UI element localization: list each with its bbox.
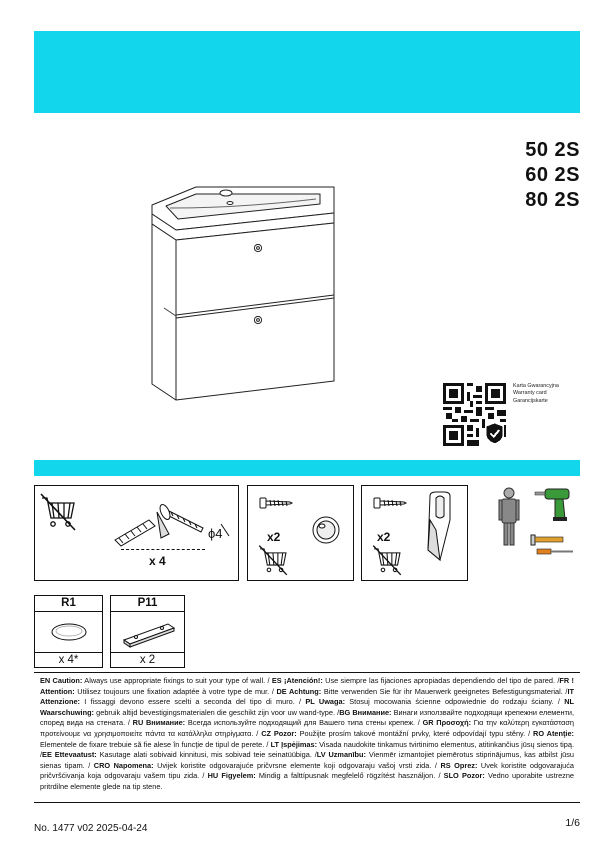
handle-screw-quantity: x2 [377,530,391,544]
screw-icon [258,494,294,512]
caution-message: Stosuj mocowania ścienne odpowiednie do rodzaju ściany. / [345,697,565,707]
caution-message: Uvijek koristite odgovarajuće pričvrsne elemente koji odgovaraju vašoj vrsti zida. / [153,760,441,770]
model-50-2s: 50 2S [525,139,580,161]
document-number: No. 1477 v02 2025-04-24 [34,823,148,834]
warranty-label-en: Warranty card [513,390,547,397]
caution-label: ES ¡Atención!: [271,676,323,685]
caution-message: Použijte prosím takové montážní prvky, které odpovídají typu stěny. / [296,728,534,738]
caution-message: Винаги използвайте подходящи крепежни елементи, според вида на стената. / [40,707,575,728]
caution-message: Elementele de fixare trebuie să fie alese în funcţie de tipul de perete. / [40,739,271,749]
part-p11-code: P11 [111,596,184,612]
hammer-icon [531,535,563,545]
caution-label: IT Attenzione: [40,686,574,707]
strap-handle-icon [422,490,458,564]
caution-label: DE Achtung: [276,686,322,696]
caution-message: Visada naudokite tinkamus tvirtinimo elementus, atitinkančius jūsų sienos tipą. / [40,739,574,760]
screw-icon [372,494,408,512]
page-number: 1/6 [565,817,580,829]
model-60-2s: 60 2S [525,164,580,186]
dashed-divider [121,549,205,550]
caution-message: I fissaggi devono essere scelti a seconda del tipo di muro. / [79,697,306,707]
knob-icon [310,514,342,548]
mounting-bracket-icon [120,620,176,648]
model-80-2s: 80 2S [525,189,580,211]
caution-notice [34,672,580,803]
washer-icon [49,620,89,644]
caution-label: EN Caution: [40,676,83,685]
person-icon [499,488,519,545]
caution-message: Utilisez toujours une fixation adaptée à votre type de mur. / [74,686,277,696]
knob-screw-box [247,485,354,581]
caution-label: LV Uzmanību: [316,750,366,760]
caution-label: BG Внимание: [339,707,392,717]
wall-kit-quantity: x 4 [149,554,166,568]
caution-message: Use siempre las fijaciones apropiadas dependiendo del tipo de pared. / [322,676,560,685]
caution-message: Всегда используйте подходящий для Вашего типа стены крепеж. / [185,718,423,728]
part-p11-cell [110,595,185,668]
caution-message: Uvek koristite odgovarajuća pričvršćivanja koja odgovaraju vašem tipu zida. / [40,760,575,781]
caution-label: SLO Pozor: [443,771,485,781]
caution-message: Για την καλύτερη εγκατάσταση προτείνουμε να χρησιμοποιείτε πάντα τα κατάλληλα στηρίγματα. / [40,718,575,738]
caution-label: CRO Napomena: [93,760,154,770]
caution-label: GR Προσοχή: [422,718,472,728]
caution-message: Mindig a falttípusnak megfelelő rögzítést használjon. / [255,771,444,781]
warranty-qr-code [443,383,506,446]
knob-screw-quantity: x2 [267,530,281,544]
caution-message: gebruik altijd bevestigingsmaterialen die geschikt zijn voor uw wand-type. / [94,707,340,717]
caution-message: Vedno uporabite ustrezne pritrdilne elemente glede na tip stene. [40,771,574,791]
caution-message: Kasutage alati sobivaid kinnitusi, mis sobivad teie seinatüübiga. / [96,750,317,760]
vanity-cabinet-illustration [130,178,360,404]
warranty-label-pl: Karta Gwarancyjna [513,383,559,389]
caution-label: FR ! Attention: [40,676,574,696]
crossed-cart-icon [39,492,77,534]
screwdriver-icon [537,549,573,554]
crossed-cart-icon [370,544,404,578]
caution-label: HU Figyelem: [207,771,256,781]
caution-label: PL Uwaga: [305,697,346,707]
drill-diameter-label: ϕ4 [208,526,223,541]
part-r1-code: R1 [35,596,102,612]
wall-fixing-kit-box [34,485,239,581]
caution-message: Always use appropriate fixings to suit your type of wall. / [82,676,272,685]
middle-color-band [34,460,580,476]
caution-label: EE Ettevaatust: [42,750,97,760]
caution-label: NL Waarschuwing: [40,697,574,717]
part-r1-cell [34,595,103,668]
caution-label: RU Внимание: [132,718,186,728]
tools-illustration [495,485,581,560]
crossed-cart-icon [256,544,290,578]
warranty-label-hr: Garancijskarte [513,397,548,404]
drill-icon [535,489,569,521]
caution-label: CZ Pozor: [261,728,297,738]
warranty-labels [513,383,559,405]
caution-message: Bitte verwenden Sie für ihr Mauerwerk geeignetes Befestigungsmaterial. / [321,686,568,696]
caution-label: RS Oprez: [440,760,478,770]
caution-label: LT Įspėjimas: [270,739,318,749]
model-list [525,138,580,213]
caution-text [40,676,574,793]
plug-and-screw-icon [109,498,239,552]
top-color-band [34,31,580,113]
caution-message: Vienmēr izmantojiet piemērotus stiprinājumus, kas atbilst jūsu sienas tipam. / [40,750,574,770]
part-p11-quantity: x 2 [111,652,184,667]
caution-label: RO Atenţie: [533,728,574,738]
handle-screw-box [361,485,468,581]
part-r1-quantity: x 4* [35,652,102,667]
